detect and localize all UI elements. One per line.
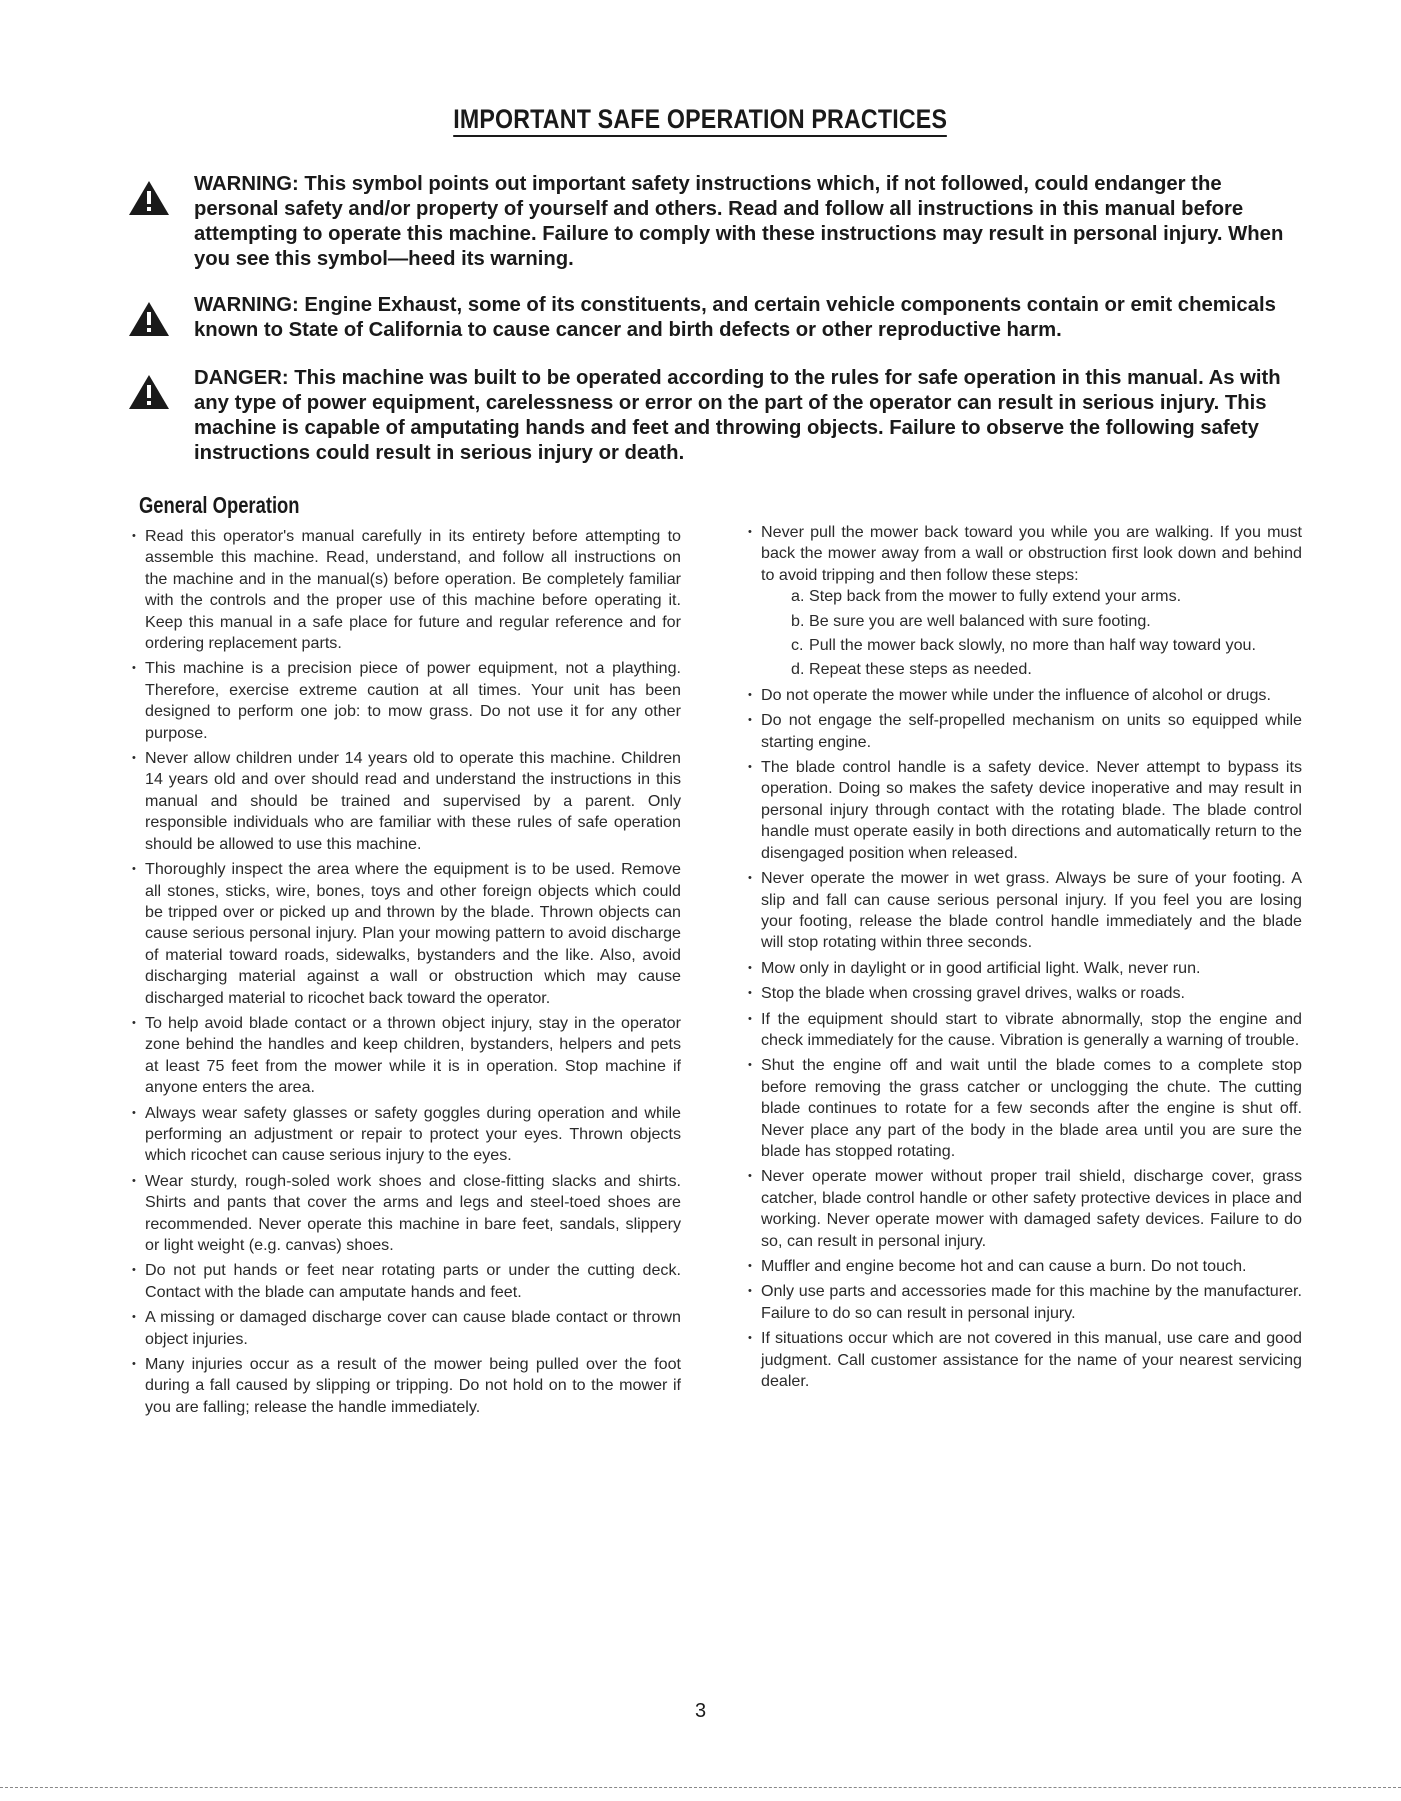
list-item: • Read this operator's manual carefully in its entirety before attempting to assemble this machine. Read, understand, and follow all instructions on the machine and in the manual(s) before operation. Be completely familiar with the controls and the proper use of this machine before operating it. Keep this manual in a safe place for future and regular reference and for ordering replacement parts.	[131, 526, 681, 654]
step-list	[761, 586, 1302, 681]
step-letter: a.	[791, 587, 805, 606]
step-letter: b.	[791, 611, 805, 630]
section-heading: General Operation	[139, 492, 300, 518]
list-item: • Do not engage the self-propelled mechanism on units so equipped while starting engine.	[747, 710, 1302, 753]
warning-text: WARNING: This symbol points out important safety instructions which, if not followed, could endanger the personal safety and/or property of yourself and others. Read and follow all instructions in this manual before attempting to operate this machine. Failure to comply with these instructions may result in personal injury. When you see this symbol—heed its warning.	[194, 173, 1284, 270]
list-item: • Muffler and engine become hot and can cause a burn. Do not touch.	[747, 1256, 1302, 1277]
warning-triangle-icon	[128, 374, 170, 410]
list-item: • Thoroughly inspect the area where the equipment is to be used. Remove all stones, sticks, wire, bones, toys and other foreign objects which could be tripped over or picked up and thrown by the blade. Thrown objects can cause serious personal injury. Plan your mowing pattern to avoid discharge of material toward roads, sidewalks, bystanders and the like. Also, avoid discharging material against a wall or obstruction which may cause discharged material to ricochet back toward the operator.	[131, 859, 681, 1009]
list-item	[747, 522, 1302, 681]
warning-triangle-icon	[128, 301, 170, 337]
list-item: • This machine is a precision piece of power equipment, not a plaything. Therefore, exercise extreme caution at all times. Your unit has been designed to perform one job: to mow grass. Do not use it for any other purpose.	[131, 658, 681, 744]
list-item: • To help avoid blade contact or a thrown object injury, stay in the operator zone behind the handles and keep children, bystanders, helpers and pets at least 75 feet from the mower while it is in operation. Stop machine if anyone enters the area.	[131, 1013, 681, 1099]
bottom-divider	[0, 1787, 1401, 1788]
step-text: Pull the mower back slowly, no more than half way toward you.	[809, 636, 1256, 655]
right-column	[747, 522, 1302, 1396]
page-title: IMPORTANT SAFE OPERATION PRACTICES	[454, 104, 948, 137]
list-item: • Shut the engine off and wait until the blade comes to a complete stop before removing the grass catcher or unclogging the chute. The cutting blade continues to rotate for a few seconds after the engine is shut off. Never place any part of the body in the blade area until you are sure the blade has stopped rotating.	[747, 1055, 1302, 1162]
step-text: Repeat these steps as needed.	[809, 660, 1032, 679]
list-item: • If the equipment should start to vibrate abnormally, stop the engine and check immediately for the cause. Vibration is generally a warning of trouble.	[747, 1009, 1302, 1052]
warning-triangle-icon	[128, 180, 170, 216]
page-number: 3	[694, 1700, 707, 1722]
list-item: • The blade control handle is a safety device. Never attempt to bypass its operation. Doing so makes the safety device inoperative and may result in personal injury through contact with the rotating blade. The blade control handle must operate easily in both directions and automatically return to the disengaged position when released.	[747, 757, 1302, 864]
step-item	[791, 611, 1302, 632]
left-column	[131, 526, 681, 1422]
list-item: • Wear sturdy, rough-soled work shoes and close-fitting slacks and shirts. Shirts and pants that cover the arms and legs and steel-toed shoes are recommended. Never operate this machine in bare feet, sandals, slippery or light weight (e.g. canvas) shoes.	[131, 1171, 681, 1257]
list-item: • Never operate the mower in wet grass. Always be sure of your footing. A slip and fall can cause serious personal injury. If you feel you are losing your footing, release the blade control handle immediately and the blade will stop rotating within three seconds.	[747, 868, 1302, 954]
list-item: • Do not operate the mower while under the influence of alcohol or drugs.	[747, 685, 1302, 706]
warning-block-1	[128, 172, 1308, 272]
step-item	[791, 659, 1302, 680]
step-letter: c.	[791, 636, 804, 655]
step-item	[791, 586, 1302, 607]
list-item: • Do not put hands or feet near rotating parts or under the cutting deck. Contact with the blade can amputate hands and feet.	[131, 1260, 681, 1303]
list-item: • If situations occur which are not covered in this manual, use care and good judgment. Call customer assistance for the name of your nearest servicing dealer.	[747, 1328, 1302, 1392]
step-letter: d.	[791, 660, 805, 679]
list-item: • Many injuries occur as a result of the mower being pulled over the foot during a fall caused by slipping or tripping. Do not hold on to the mower if you are falling; release the handle immediately.	[131, 1354, 681, 1418]
step-text: Step back from the mower to fully extend your arms.	[809, 587, 1182, 606]
step-text: Be sure you are well balanced with sure footing.	[809, 611, 1151, 630]
list-item: • A missing or damaged discharge cover can cause blade contact or thrown object injuries.	[131, 1307, 681, 1350]
warning-block-2	[128, 293, 1308, 343]
list-item: • Never allow children under 14 years old to operate this machine. Children 14 years old and over should read and understand the instructions in this manual and should be trained and supervised by a parent. Only responsible individuals who are familiar with these rules of safe operation should be allowed to use this machine.	[131, 748, 681, 855]
danger-block	[128, 366, 1308, 466]
list-item: • Mow only in daylight or in good artificial light. Walk, never run.	[747, 958, 1302, 979]
danger-text: DANGER: This machine was built to be operated according to the rules for safe operation in this manual. As with any type of power equipment, carelessness or error on the part of the operator can result in serious injury. This machine is capable of amputating hands and feet and throwing objects. Failure to observe the following safety instructions could result in serious injury or death.	[194, 367, 1281, 464]
list-item: • Always wear safety glasses or safety goggles during operation and while performing an adjustment or repair to protect your eyes. Thrown objects which ricochet can cause serious injury to the eyes.	[131, 1103, 681, 1167]
warning-text: WARNING: Engine Exhaust, some of its constituents, and certain vehicle components contain or emit chemicals known to State of California to cause cancer and birth defects or other reproductive harm.	[194, 294, 1276, 341]
list-item: • Stop the blade when crossing gravel drives, walks or roads.	[747, 983, 1302, 1004]
list-item: • Never operate mower without proper trail shield, discharge cover, grass catcher, blade control handle or other safety protective devices in place and working. Never operate mower with damaged safety devices. Failure to do so, can result in personal injury.	[747, 1166, 1302, 1252]
step-item	[791, 635, 1302, 656]
list-item-text: Never pull the mower back toward you while you are walking. If you must back the mower away from a wall or obstruction first look down and behind to avoid tripping and then follow these steps:	[761, 523, 1302, 584]
page-title-container	[0, 104, 1401, 137]
list-item: • Only use parts and accessories made for this machine by the manufacturer. Failure to do so can result in personal injury.	[747, 1281, 1302, 1324]
